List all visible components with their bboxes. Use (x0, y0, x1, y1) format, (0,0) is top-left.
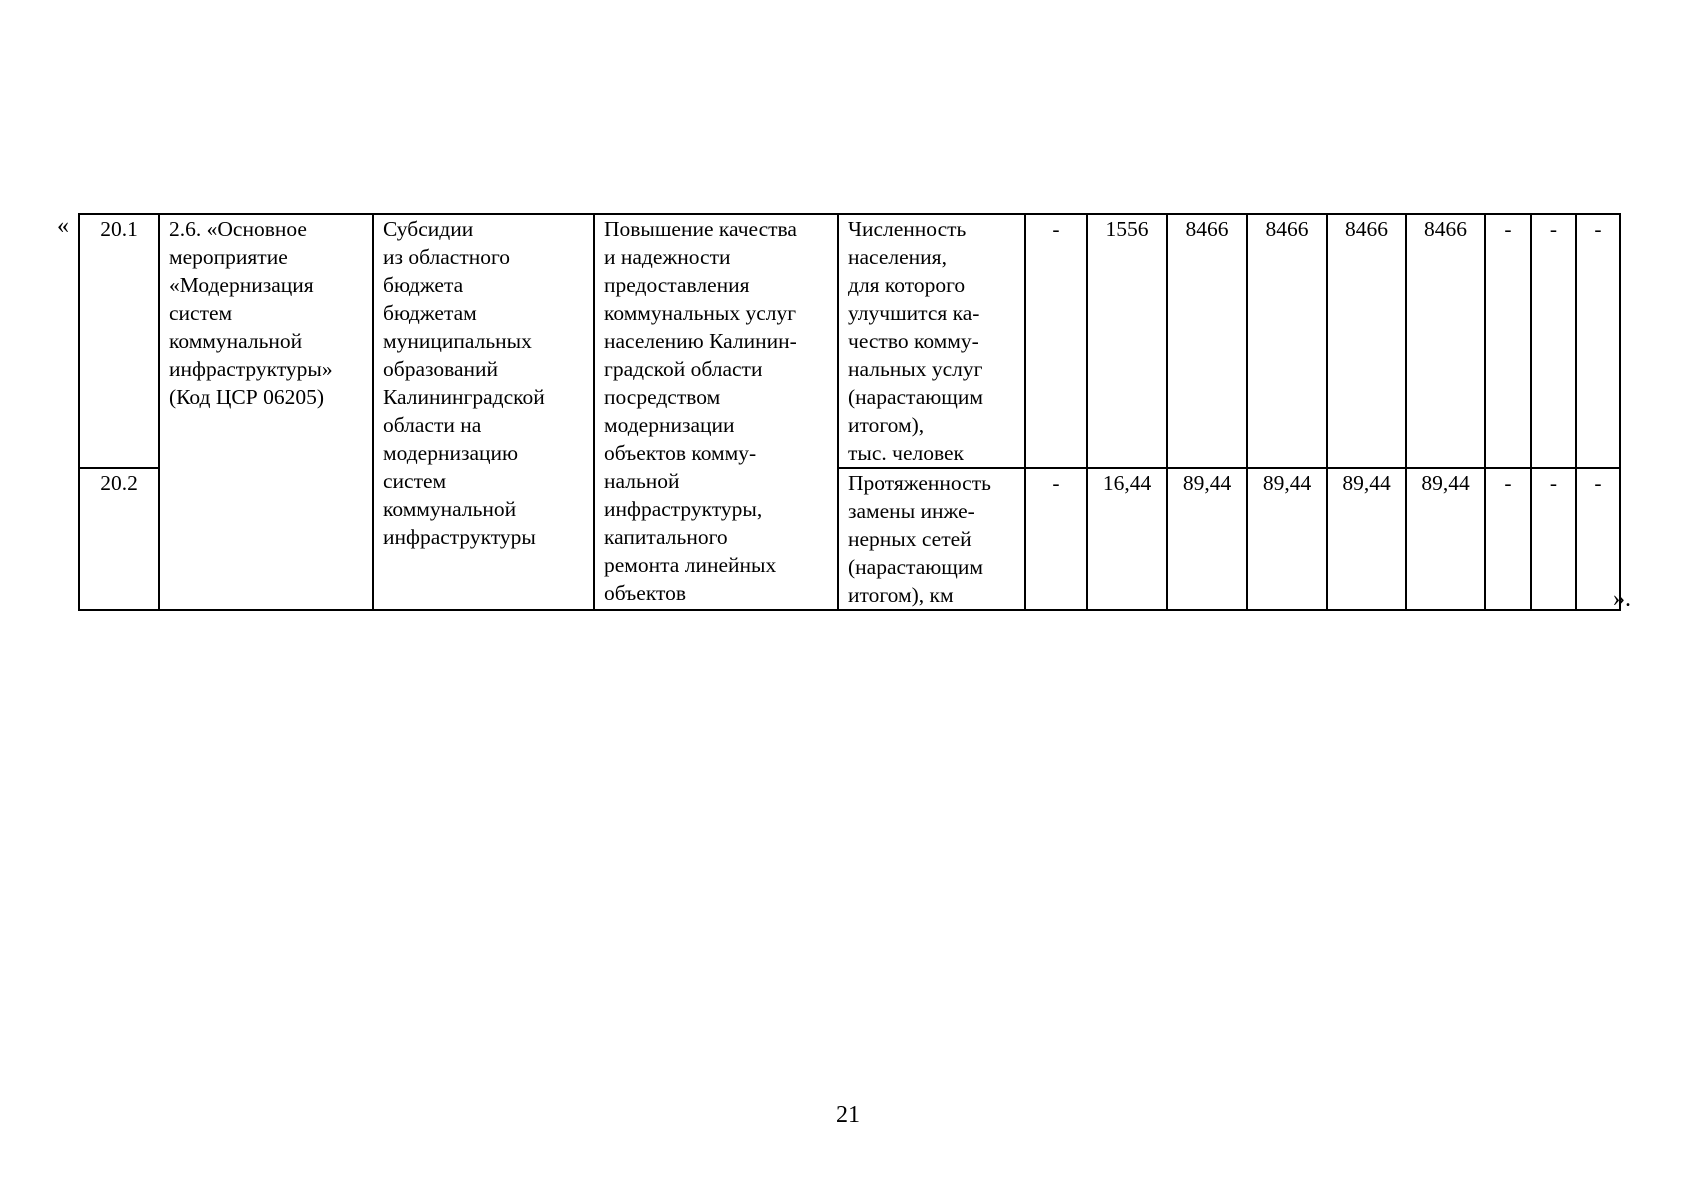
value-cell: 89,44 (1247, 468, 1327, 610)
value-cell: - (1531, 214, 1576, 468)
value-cell: 8466 (1247, 214, 1327, 468)
row-number: 20.2 (79, 468, 159, 610)
value-cell: 8466 (1327, 214, 1406, 468)
value-cell: 16,44 (1087, 468, 1167, 610)
value-cell: - (1576, 468, 1620, 610)
indicator-cell: Протяженность замены инже- нерных сетей (нарастающим итогом), км (838, 468, 1025, 610)
value-cell: - (1485, 468, 1531, 610)
funding-cell: Субсидии из областного бюджета бюджетам муниципальных образований Калининградской области на модернизацию систем коммунальной инфраструктуры (373, 214, 594, 610)
value-cell: - (1025, 468, 1087, 610)
value-cell: - (1025, 214, 1087, 468)
opening-quote: « (57, 213, 69, 239)
value-cell: 1556 (1087, 214, 1167, 468)
value-cell: 89,44 (1406, 468, 1485, 610)
table-row (79, 214, 1620, 468)
value-cell: 8466 (1167, 214, 1247, 468)
value-cell: 89,44 (1327, 468, 1406, 610)
row-number: 20.1 (79, 214, 159, 468)
indicators-table (78, 213, 1621, 611)
value-cell: 8466 (1406, 214, 1485, 468)
closing-quote: ». (1613, 586, 1631, 612)
indicator-cell: Численность населения, для которого улучшится ка- чество комму- нальных услуг (нарастающим итогом), тыс. человек (838, 214, 1025, 468)
value-cell: - (1531, 468, 1576, 610)
event-cell: 2.6. «Основное мероприятие «Модернизация систем коммунальной инфраструктуры» (Код ЦСР 06205) (159, 214, 373, 610)
goal-cell: Повышение качества и надежности предоставления коммунальных услуг населению Калинин- градской области посредством модернизации объектов комму- нальной инфраструктуры, капитального ремонта линейных объектов (594, 214, 838, 610)
value-cell: - (1576, 214, 1620, 468)
page-number: 21 (836, 1102, 860, 1128)
value-cell: 89,44 (1167, 468, 1247, 610)
value-cell: - (1485, 214, 1531, 468)
